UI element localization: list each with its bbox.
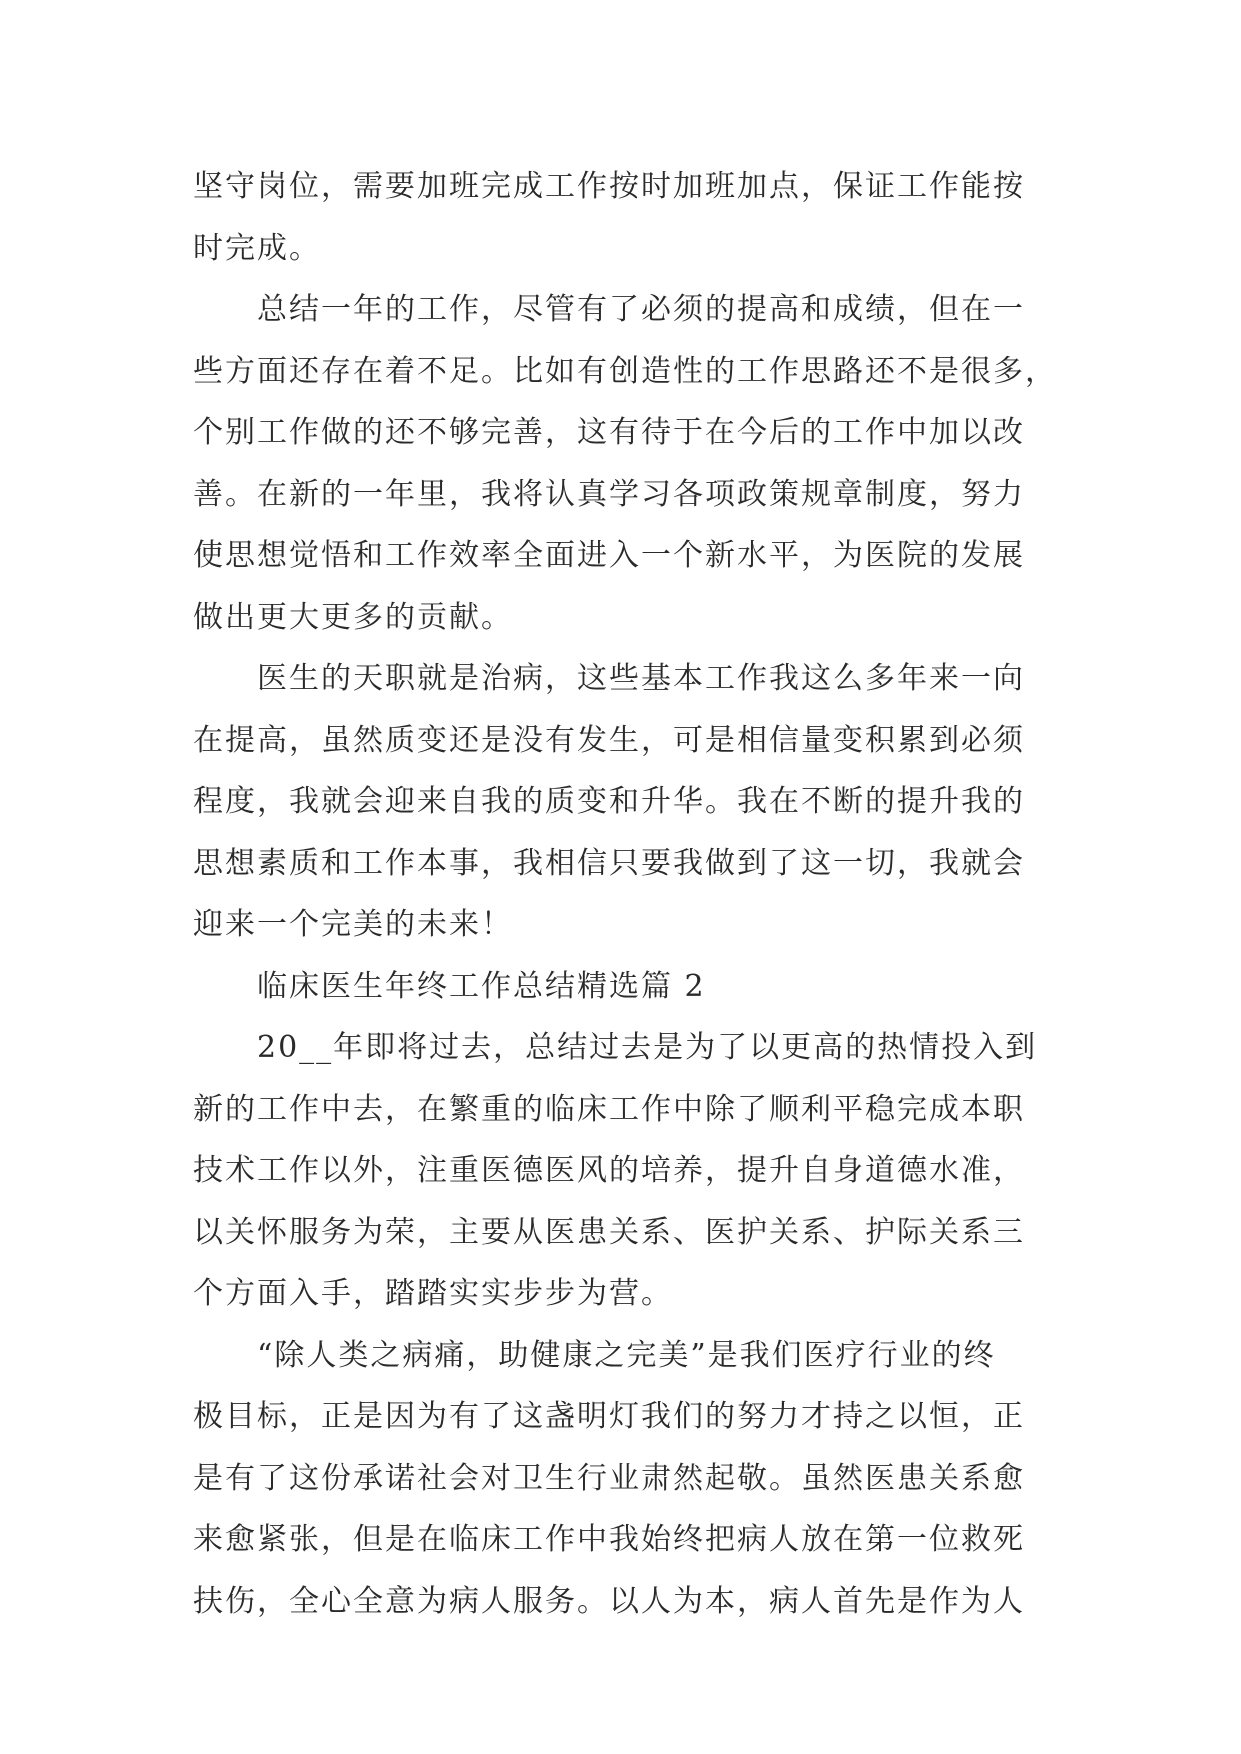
text-line: 思想素质和工作本事，我相信只要我做到了这一切，我就会 [193, 845, 1025, 881]
text-line: 20__年即将过去，总结过去是为了以更高的热情投入到 [257, 1030, 1038, 1065]
text-line: 个别工作做的还不够完善，这有待于在今后的工作中加以改 [193, 415, 1025, 450]
text-line: 医生的天职就是治病，这些基本工作我这么多年来一向 [257, 661, 1025, 696]
text-line: 总结一年的工作，尽管有了必须的提高和成绩，但在一 [257, 292, 1025, 327]
text-line: 坚守岗位，需要加班完成工作按时加班加点，保证工作能按 [193, 169, 1025, 204]
text-line: 时完成。 [193, 230, 321, 266]
text-line: 善。在新的一年里，我将认真学习各项政策规章制度，努力 [193, 476, 1025, 512]
text-line: 在提高，虽然质变还是没有发生，可是相信量变积累到必须 [193, 722, 1025, 758]
text-line: 程度，我就会迎来自我的质变和升华。我在不断的提升我的 [193, 784, 1025, 819]
text-line: 极目标，正是因为有了这盏明灯我们的努力才持之以恒，正 [193, 1399, 1025, 1434]
text-line: 迎来一个完美的未来！ [193, 907, 513, 942]
text-line: 来愈紧张，但是在临床工作中我始终把病人放在第一位救死 [193, 1522, 1025, 1557]
text-line: 临床医生年终工作总结精选篇 2 [257, 968, 706, 1004]
text-line: 技术工作以外，注重医德医风的培养，提升自身道德水准， [193, 1153, 1025, 1188]
text-line: 扶伤，全心全意为病人服务。以人为本，病人首先是作为人 [193, 1583, 1025, 1619]
text-line: 些方面还存在着不足。比如有创造性的工作思路还不是很多， [193, 353, 1057, 389]
text-line: 做出更大更多的贡献。 [193, 599, 513, 635]
text-line: 新的工作中去，在繁重的临床工作中除了顺利平稳完成本职 [193, 1091, 1025, 1127]
text-line: 使思想觉悟和工作效率全面进入一个新水平，为医院的发展 [193, 538, 1025, 573]
text-line: “除人类之病痛，助健康之完美”是我们医疗行业的终 [257, 1337, 996, 1373]
text-line: 是有了这份承诺社会对卫生行业肃然起敬。虽然医患关系愈 [193, 1460, 1025, 1496]
text-line: 个方面入手，踏踏实实步步为营。 [193, 1276, 673, 1311]
document-body [193, 156, 1057, 1632]
text-line: 以关怀服务为荣，主要从医患关系、医护关系、护际关系三 [193, 1214, 1025, 1250]
